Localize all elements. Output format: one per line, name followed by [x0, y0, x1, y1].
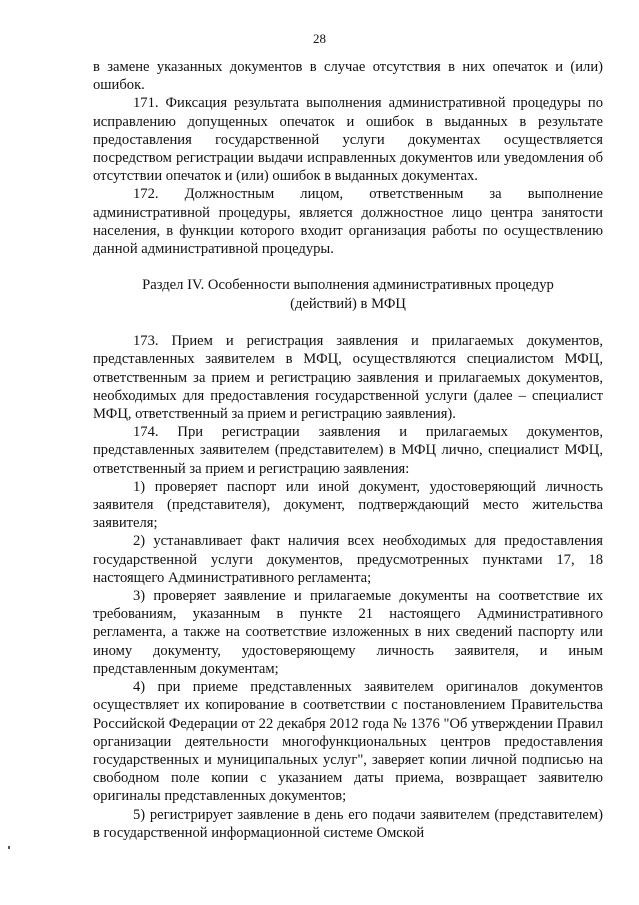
paragraph-172: 172. Должностным лицом, ответственным за выполнение административной процедуры, является должностное лицо центра занятости населения, в функции которого входит организация работы по осуществлению данной административной процедуры.	[93, 186, 603, 258]
scan-mark	[8, 846, 10, 849]
list-item-4: 4) при приеме представленных заявителем оригиналов документов осуществляет их копирование в соответствии с постановлением Правительства Российской Федерации от 22 декабря 2012 года № 1376 "Об утверждении Правил организации деятельности многофункциональных центров предоставления государственных и муниципальных услуг", заверяет копии личной подписью на свободном поле копии с указанием даты приема, возвращает заявителю оригиналы представленных документов;	[93, 679, 603, 805]
paragraph-171: 171. Фиксация результата выполнения административной процедуры по исправлению допущенных опечаток и ошибок в выданных в результате предоставления государственной услуги документах осуществляется посредством регистрации выдачи исправленных документов или уведомления об отсутствии опечаток и (или) ошибок в выданных документах.	[93, 95, 603, 185]
section-heading	[93, 276, 603, 314]
paragraph-continuation: в замене указанных документов в случае отсутствия в них опечаток и (или) ошибок.	[93, 59, 603, 94]
section-heading-line2: (действий) в МФЦ	[290, 296, 406, 313]
paragraph-173: 173. Прием и регистрация заявления и прилагаемых документов, представленных заявителем в МФЦ, осуществляются специалистом МФЦ, ответственным за прием и регистрацию заявления и прилагаемых документов, необходимых для предоставления государственной услуги (далее – специалист МФЦ, ответственный за прием и регистрацию заявления).	[93, 333, 603, 423]
document-body	[93, 58, 603, 842]
list-item-3: 3) проверяет заявление и прилагаемые документы на соответствие их требованиям, указанным в пункте 21 настоящего Административного регламента, а также на соответствие изложенных в них сведений паспорту или иному документу, удостоверяющему личность заявителя, и иным представленным документам;	[93, 588, 603, 677]
paragraph-174: 174. При регистрации заявления и прилагаемых документов, представленных заявителем (представителем) в МФЦ лично, специалист МФЦ, ответственный за прием и регистрацию заявления:	[93, 424, 603, 477]
list-item-1: 1) проверяет паспорт или иной документ, удостоверяющий личность заявителя (представителя), документ, подтверждающий место жительства заявителя;	[93, 478, 603, 532]
page-number: 28	[313, 31, 326, 46]
list-item-5: 5) регистрирует заявление в день его подачи заявителем (представителем) в государственной информационной системе Омской	[93, 806, 603, 841]
list-item-2: 2) устанавливает факт наличия всех необходимых для предоставления государственной услуги документов, предусмотренных пунктами 17, 18 настоящего Административного регламента;	[93, 533, 603, 586]
section-heading-line1: Раздел IV. Особенности выполнения административных процедур	[142, 277, 554, 294]
